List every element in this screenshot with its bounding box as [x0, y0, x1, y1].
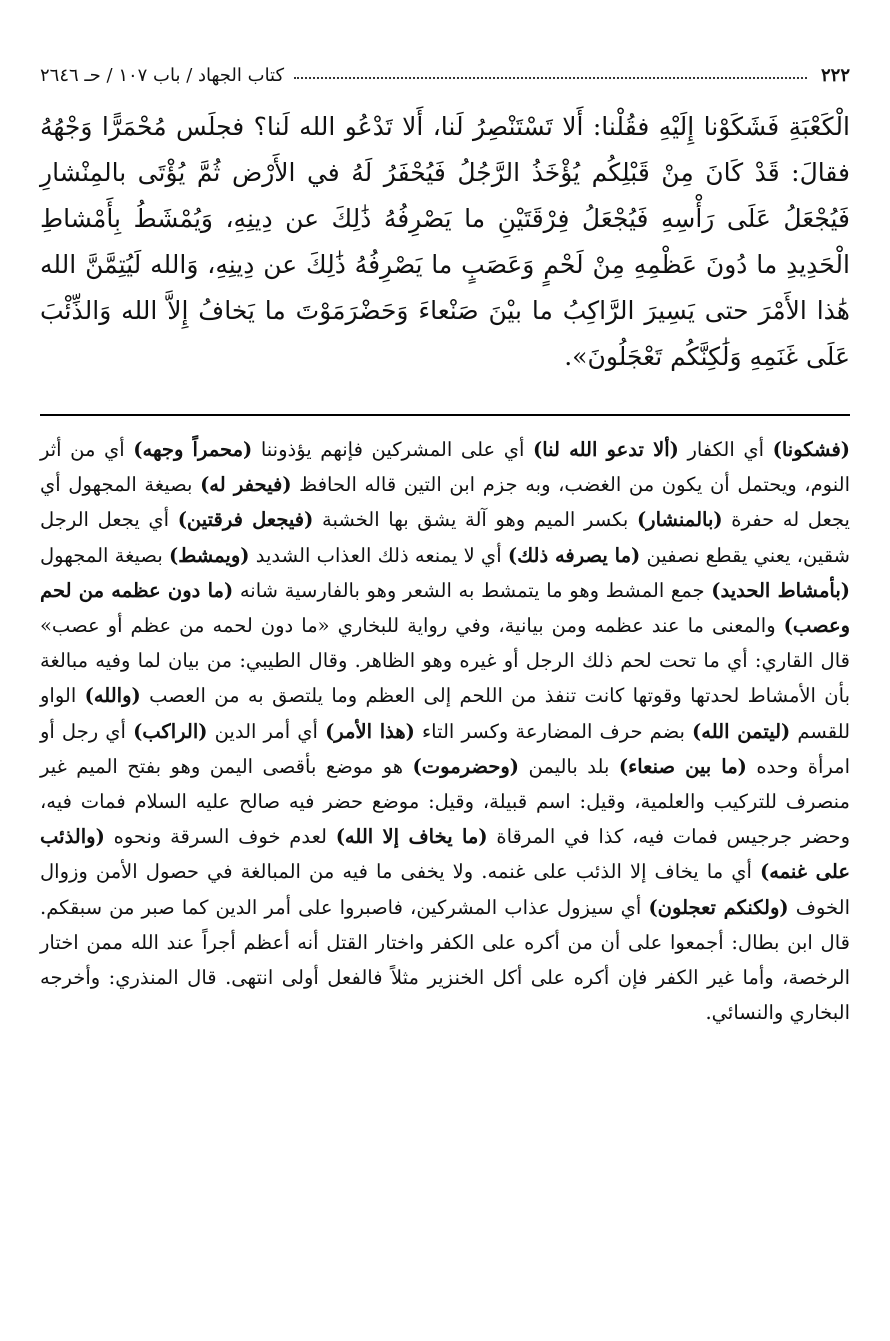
commentary-text: أي سيزول عذاب المشركين، فاصبروا على أمر الدين كما صبر من سبقكم. قال ابن بطال: أجمعوا على أن من أكره على الكفر واختار القتل أنه أعظم أجراً عند الله ممن اختار الرخصة، وأما غير الكفر فإن أكره على أكل الخنزير مثلاً فالفعل أولى انتهى. قال المنذري: وأخرجه البخاري والنسائي.	[40, 895, 850, 1025]
hadith-paragraph: الْكَعْبَةِ فَشَكَوْنا إِلَيْهِ فقُلْنا: أَلا تَسْتَنْصِرُ لَنا، أَلا تَدْعُو الله لَنا؟ فجلَس مُحْمَرًّا وَجْهُهُ فقالَ: قَدْ كَانَ مِنْ قَبْلِكُم يُؤْخَذُ الرَّجُلُ فَيُحْفَرُ لَهُ في الأَرْض ثُمَّ يُؤْتَى بالمِنْشارِ فَيُجْعَلُ عَلَى رَأْسِهِ فَيُجْعَلُ فِرْقَتَيْنِ ما يَصْرِفُهُ ذَٰلِكَ عن دِينِهِ، وَيُمْشَطُ بِأَمْشاطِ الْحَدِيدِ ما دُونَ عَظْمِهِ مِنْ لَحْمٍ وَعَصَبٍ ما يَصْرِفُهُ ذَٰلِكَ عن دِينِهِ، وَالله لَيُتِمَّنَّ الله هَٰذا الأَمْرَ حتى يَسِيرَ الرَّاكِبُ ما بيْنَ صَنْعاءَ وَحَضْرَمَوْتَ ما يَخافُ إِلاَّ الله وَالذِّئْبَ عَلَى غَنَمِهِ وَلَٰكِنَّكُم تَعْجَلُونَ».	[40, 112, 850, 371]
commentary-lemma: (ولكنكم تعجلون)	[648, 895, 789, 919]
commentary-lemma: (فيجعل فرقتين)	[177, 508, 314, 532]
commentary-text: أي رجل أو امرأة وحده	[40, 719, 850, 778]
commentary-lemma: (ليتمن الله)	[692, 719, 791, 743]
page-number: ٢٢٢	[820, 65, 850, 86]
commentary-text: بلد باليمن	[519, 754, 619, 778]
commentary-lemma: (والذئب على غنمه)	[40, 825, 850, 884]
commentary-text: جمع المشط وهو ما يتمشط به الشعر وهو بالفارسية شانه	[233, 578, 712, 602]
commentary-lemma: (بأمشاط الحديد)	[711, 578, 850, 602]
commentary-text: والمعنى ما عند عظمه ومن بيانية، وفي رواية للبخاري «ما دون لحمه من عظم أو عصب» قال القاري: أي ما تحت لحم ذلك الرجل أو غيره وهو الظاهر. وقال الطيبي: من بيان لما وفيه مبالغة بأن الأمشاط لحدتها وقوتها كانت تنفذ من اللحم إلى العظم وما يلتصق به من العصب	[40, 614, 850, 708]
commentary-lemma: (محمراً وجهه)	[133, 438, 253, 461]
commentary-lemma: (ما دون عظمه من لحم وعصب)	[40, 578, 850, 638]
commentary-text: بصيغة المجهول	[40, 543, 169, 567]
commentary-text: أي ما يخاف إلا الذئب على غنمه. ولا يخفى ما فيه من المبالغة في حصول الأمن وزوال الخوف	[40, 860, 850, 919]
commentary-lemma: (ويمشط)	[169, 543, 250, 567]
commentary-text: بكسر الميم وهو آلة يشق بها الخشبة	[313, 508, 637, 532]
commentary-text: أي الكفار	[678, 438, 773, 461]
commentary-text: أي من أثر النوم، ويحتمل أن يكون من الغضب، وبه جزم ابن التين قاله الحافظ	[40, 438, 850, 497]
commentary-lemma: (ألا تدعو الله لنا)	[533, 438, 679, 461]
commentary-text: هو موضع بأقصى اليمن وهو بفتح الميم غير منصرف للتركيب والعلمية، وقيل: اسم قبيلة، وقيل: موضع حضر فيه صالح عليه السلام فمات فيه، وحضر جرجيس فمات فيه، كذا في المرقاة	[40, 754, 850, 849]
commentary-paragraph	[40, 432, 850, 1030]
commentary-text: أي يجعل الرجل شقين، يعني يقطع نصفين	[40, 508, 850, 567]
footnote-separator-rule	[40, 414, 850, 416]
header-dot-leader	[294, 77, 807, 79]
commentary-text: أي على المشركين فإنهم يؤذوننا	[252, 438, 533, 461]
commentary-lemma: (فشكونا)	[772, 438, 850, 461]
commentary-lemma: (وحضرموت)	[412, 754, 520, 778]
commentary-block	[40, 432, 850, 1030]
commentary-text: بصيغة المجهول أي يجعل له حفرة	[40, 473, 850, 532]
commentary-lemma: (هذا الأمر)	[325, 719, 415, 743]
commentary-lemma: (ما يصرفه ذلك)	[507, 543, 641, 567]
commentary-lemma: (ما يخاف إلا الله)	[335, 825, 488, 849]
commentary-text: الواو للقسم	[40, 684, 851, 743]
commentary-lemma: (الراكب)	[133, 719, 208, 743]
hadith-text-block	[40, 104, 850, 380]
commentary-text: لعدم خوف السرقة ونحوه	[104, 825, 336, 849]
commentary-lemma: (والله)	[84, 684, 141, 708]
commentary-text: أي أمر الدين	[207, 719, 326, 743]
commentary-lemma: (بالمنشار)	[636, 508, 723, 532]
commentary-lemma: (فيحفر له)	[200, 473, 292, 497]
commentary-lemma: (ما بين صنعاء)	[618, 754, 747, 778]
running-title: كتاب الجهاد / باب ١٠٧ / حـ ٢٦٤٦	[40, 65, 285, 86]
running-header	[40, 52, 850, 86]
commentary-text: بضم حرف المضارعة وكسر التاء	[414, 719, 693, 743]
commentary-text: أي لا يمنعه ذلك العذاب الشديد	[249, 543, 508, 567]
